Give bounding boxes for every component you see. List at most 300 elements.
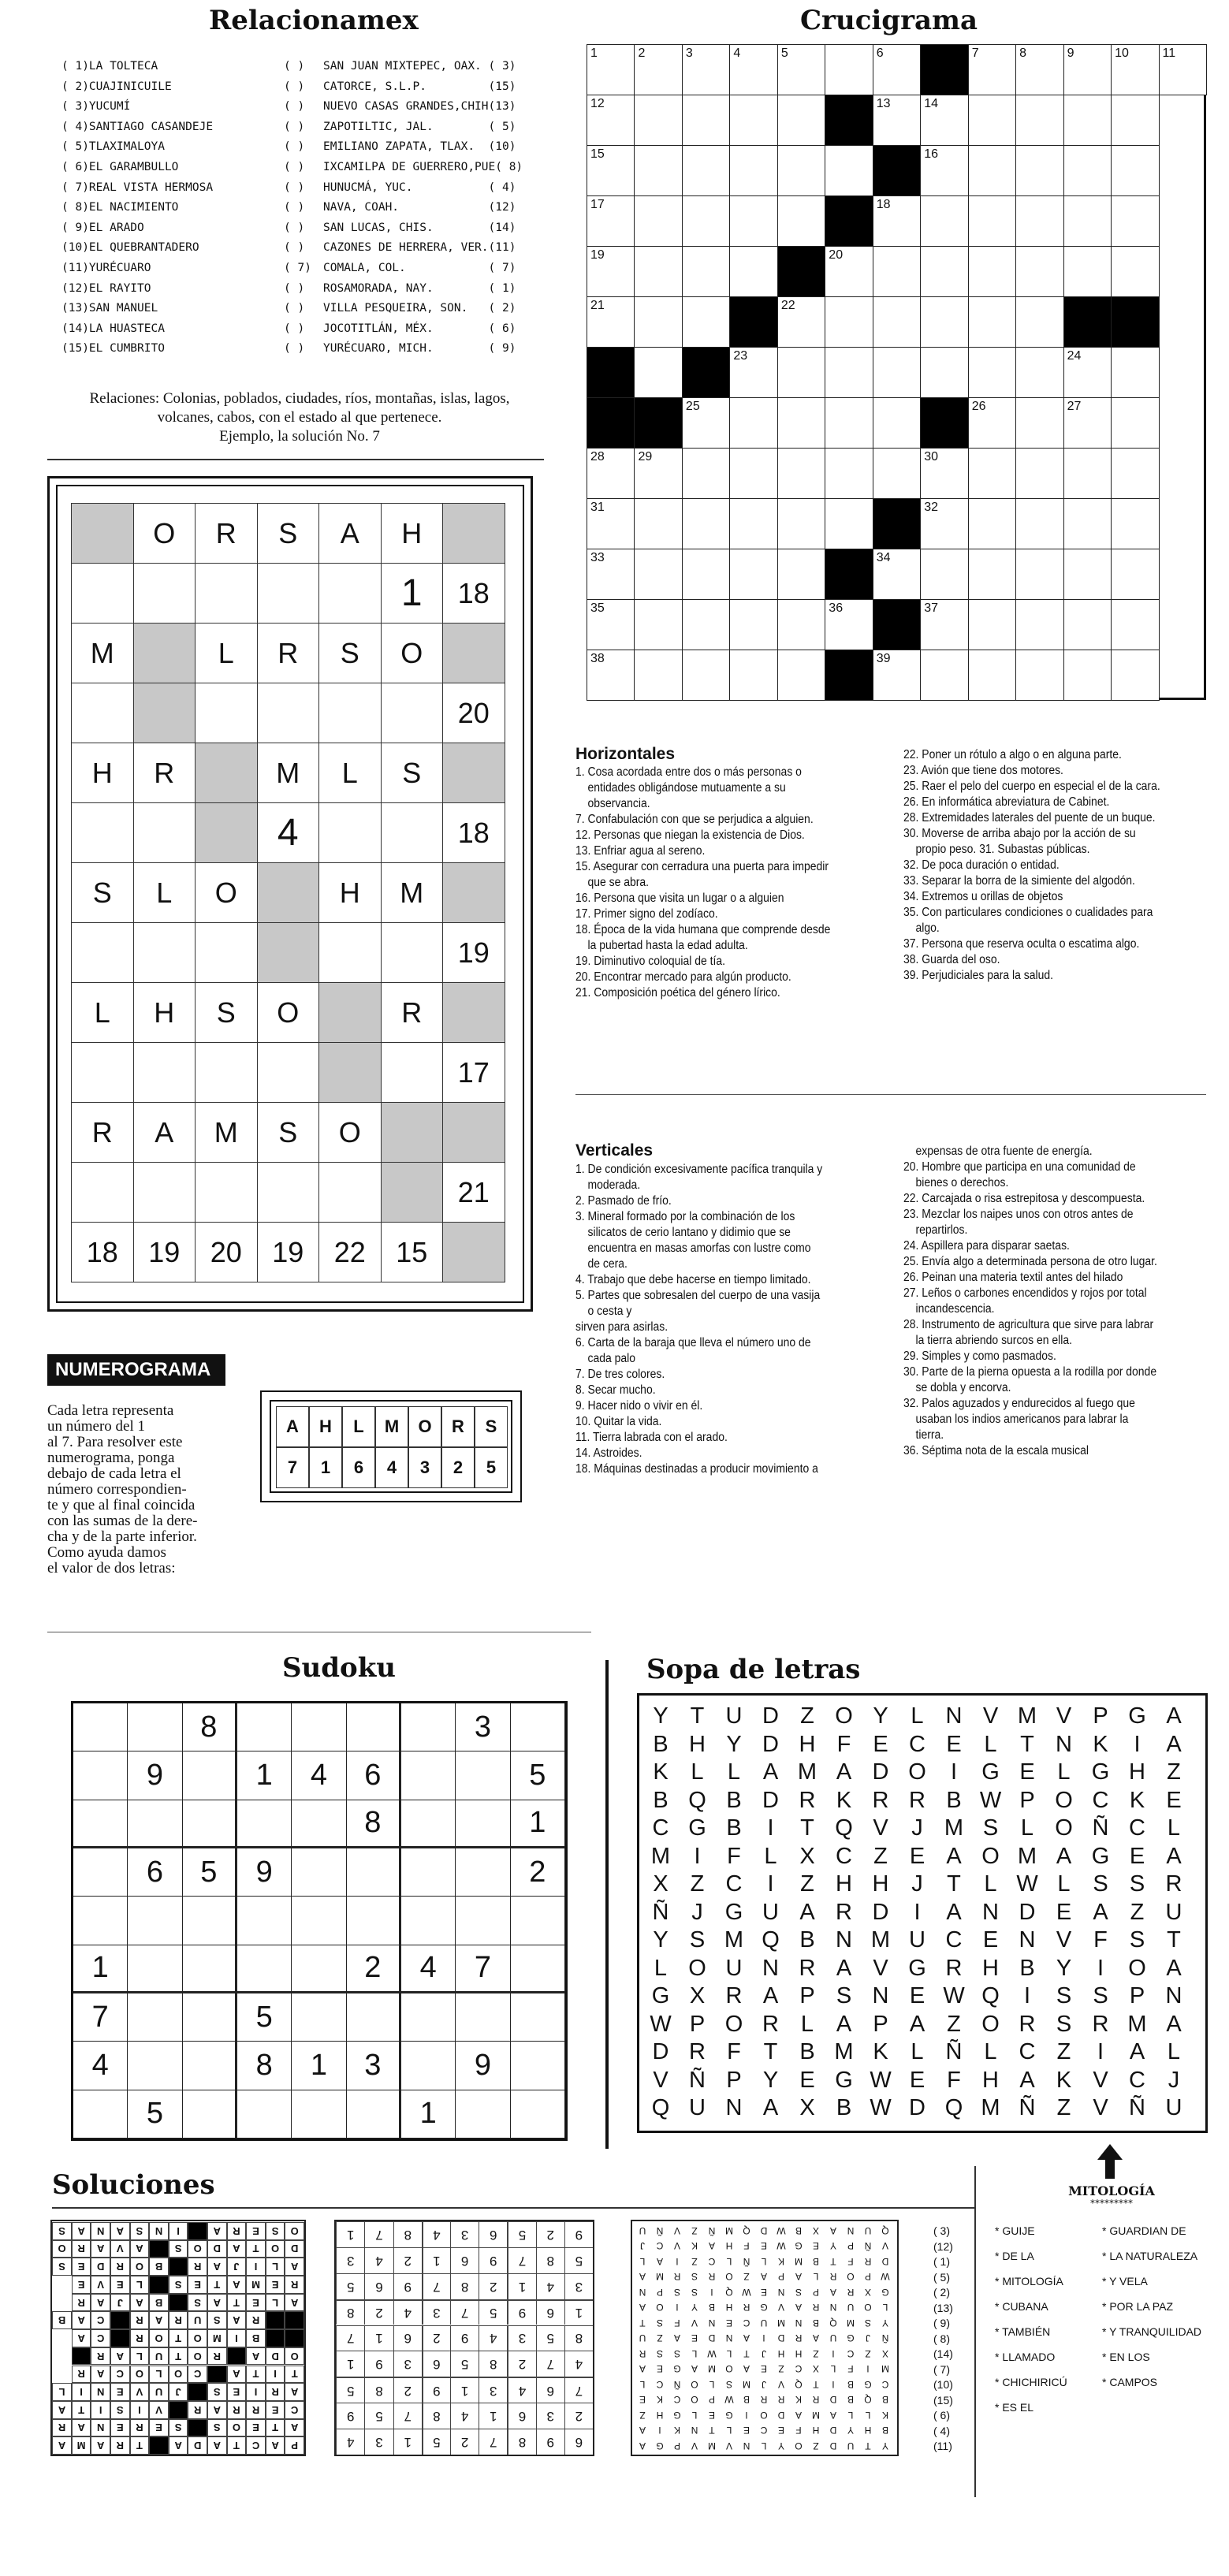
clue-number: 13 bbox=[876, 97, 891, 110]
solution-letter: H bbox=[864, 2425, 872, 2436]
letter: S bbox=[689, 1927, 706, 1952]
numerograma-cell: O bbox=[318, 1102, 382, 1163]
solution-letter: A bbox=[813, 2332, 820, 2344]
solution-letter: B bbox=[709, 2302, 716, 2314]
sudoku-cell bbox=[456, 1751, 510, 1800]
clue-line: 29. Simples y como pasmados. bbox=[903, 1349, 1056, 1363]
solution-letter: E bbox=[761, 2363, 768, 2375]
solution-letter: H bbox=[777, 2348, 785, 2359]
crossword-cell bbox=[634, 145, 682, 196]
sopa-frame bbox=[637, 1693, 1208, 2133]
solution-letter: Ñ bbox=[864, 2240, 872, 2252]
letter: Q bbox=[762, 1927, 780, 1952]
letter: H bbox=[872, 1871, 889, 1897]
solution-cell bbox=[227, 2347, 247, 2366]
solution-cell: 8 bbox=[507, 2429, 535, 2455]
letter: G bbox=[1091, 1843, 1110, 1869]
clue-number: 8 bbox=[1019, 47, 1027, 60]
letter: A bbox=[836, 1759, 852, 1785]
solution-letter: R bbox=[864, 2256, 872, 2267]
rel-right-item: ZAPOTILTIC, JAL. ( 5) bbox=[323, 120, 516, 133]
sudoku-cell: 9 bbox=[237, 1848, 292, 1897]
solution-cell: J bbox=[169, 2383, 188, 2401]
letter: Z bbox=[690, 1871, 705, 1897]
letter: F bbox=[947, 2067, 961, 2093]
rel-answer-slot: ( ) bbox=[284, 302, 305, 315]
letter: L bbox=[1020, 1815, 1034, 1841]
letter: B bbox=[726, 1787, 742, 1813]
solution-cell: E bbox=[110, 2419, 130, 2437]
letter: B bbox=[653, 1787, 669, 1813]
crossword-cell bbox=[729, 145, 777, 196]
solution-cell: U bbox=[188, 2311, 207, 2329]
rel-left-item: ( 8)EL NACIMIENTO bbox=[61, 201, 179, 214]
letter: G bbox=[1091, 1759, 1110, 1785]
numerograma-cell bbox=[71, 1162, 134, 1223]
solution-cell: A bbox=[227, 2311, 247, 2329]
numerograma-cell bbox=[71, 563, 134, 624]
clue-line: 12. Personas que niegan la existencia de Dios. bbox=[575, 828, 805, 842]
clue-number: 23 bbox=[733, 349, 748, 363]
letter: B bbox=[836, 2095, 852, 2120]
solution-letter: L bbox=[639, 2379, 646, 2390]
solution-letter: I bbox=[745, 2410, 748, 2421]
letter: A bbox=[762, 1759, 779, 1785]
solution-letter: L bbox=[726, 2425, 732, 2436]
rel-answer-slot: ( ) bbox=[284, 161, 305, 173]
crossword-cell bbox=[920, 498, 968, 549]
solution-cell: R bbox=[169, 2311, 188, 2329]
relacionamex-title: Relacionamex bbox=[209, 5, 419, 36]
myth-word: * CUBANA bbox=[995, 2300, 1048, 2313]
solution-letter: D bbox=[708, 2332, 716, 2344]
solution-letter: A bbox=[639, 2271, 646, 2283]
clue-number: 2 bbox=[638, 47, 646, 60]
solution-cell bbox=[110, 2311, 130, 2329]
letter: N bbox=[1056, 1731, 1072, 1757]
numerograma-cell bbox=[195, 1162, 258, 1223]
solution-letter: E bbox=[761, 2240, 768, 2252]
solution-cell: O bbox=[227, 2419, 247, 2437]
solution-cell bbox=[110, 2329, 130, 2347]
numerograma-cell: H bbox=[381, 503, 444, 564]
crossword-cell bbox=[634, 347, 682, 398]
clue-line: sirven para asirlas. bbox=[575, 1320, 669, 1334]
sudoku-cell bbox=[128, 1703, 182, 1751]
letter: X bbox=[689, 1983, 706, 2008]
solution-cell: A bbox=[285, 2383, 304, 2401]
letter: M bbox=[1017, 1843, 1037, 1869]
letter: W bbox=[870, 2067, 892, 2093]
letter: L bbox=[984, 1731, 997, 1757]
sudoku-cell bbox=[347, 1897, 401, 1945]
crossword-cell bbox=[777, 599, 825, 650]
clue-number: 36 bbox=[829, 601, 844, 615]
numerograma-cell: 15 bbox=[381, 1222, 444, 1282]
letter: Ñ bbox=[1019, 2095, 1036, 2120]
crossword-cell bbox=[1159, 44, 1207, 95]
sudoku-solution bbox=[334, 2220, 594, 2456]
numerograma-cell: 18 bbox=[442, 563, 505, 624]
solution-cell: 2 bbox=[422, 2325, 450, 2351]
key-letter: O bbox=[408, 1406, 441, 1447]
crossword-cell bbox=[1015, 44, 1063, 95]
clue-line: se dobla y encorva. bbox=[903, 1381, 1011, 1394]
clue-line: 24. Aspillera para disparar saetas. bbox=[903, 1239, 1070, 1253]
solution-cell: 5 bbox=[450, 2351, 479, 2377]
letter: N bbox=[945, 1703, 963, 1729]
solution-cell: 4 bbox=[364, 2247, 393, 2273]
verticales-list-b bbox=[903, 1144, 1216, 1459]
sudoku-cell bbox=[401, 1703, 456, 1751]
solution-letter: C bbox=[760, 2425, 768, 2436]
instruction-line: al 7. Para resolver este bbox=[47, 1434, 183, 1450]
solution-letter: M bbox=[777, 2317, 785, 2328]
sudoku-cell bbox=[183, 1751, 237, 1800]
numerograma-cell bbox=[71, 683, 134, 743]
solution-letter: W bbox=[724, 2394, 734, 2406]
letter: T bbox=[947, 1871, 961, 1897]
solution-letter: Y bbox=[691, 2302, 698, 2314]
solution-letter: O bbox=[725, 2271, 733, 2283]
letter: X bbox=[799, 1843, 815, 1869]
sudoku-cell bbox=[292, 1993, 346, 2042]
solution-cell: 8 bbox=[422, 2403, 450, 2429]
crossword-cell bbox=[587, 44, 635, 95]
solution-cell: 8 bbox=[336, 2299, 364, 2325]
letter: B bbox=[799, 2039, 815, 2064]
letter: A bbox=[1093, 1899, 1108, 1925]
letter: O bbox=[1128, 1955, 1146, 1981]
numerograma-cell bbox=[381, 1042, 444, 1103]
solution-cell: L bbox=[266, 2294, 285, 2312]
crossword-cell bbox=[920, 296, 968, 348]
letter: S bbox=[982, 1815, 999, 1841]
crossword-cell bbox=[1111, 246, 1159, 297]
solution-cell bbox=[149, 2276, 169, 2294]
rel-answer: (10) bbox=[933, 2378, 953, 2391]
solution-letter: M bbox=[656, 2271, 664, 2283]
letter: Z bbox=[1167, 1759, 1181, 1785]
rel-left-item: (12)EL RAYITO bbox=[61, 281, 151, 295]
letter: T bbox=[690, 1703, 705, 1729]
solution-letter: B bbox=[847, 2379, 855, 2390]
letter: I bbox=[767, 1871, 774, 1897]
solution-letter: I bbox=[658, 2425, 661, 2436]
myth-word: * CAMPOS bbox=[1102, 2376, 1158, 2388]
crossword-cell bbox=[1063, 498, 1112, 549]
sudoku-cell: 4 bbox=[292, 1751, 346, 1800]
numerograma-instructions bbox=[47, 1403, 243, 1576]
sudoku-cell bbox=[237, 1897, 292, 1945]
solution-cell: S bbox=[207, 2383, 227, 2401]
note-line-2: volcanes, cabos, con el estado al que pertenece. bbox=[157, 409, 442, 426]
solution-cell: A bbox=[207, 2436, 227, 2455]
letter: H bbox=[1129, 1759, 1145, 1785]
solution-letter: V bbox=[691, 2440, 698, 2451]
crossword-cell bbox=[682, 246, 730, 297]
crossword-cell bbox=[777, 195, 825, 247]
solution-letter: G bbox=[795, 2240, 803, 2252]
key-value: 4 bbox=[375, 1447, 408, 1488]
crossword-cell bbox=[1015, 397, 1063, 449]
crossword-cell bbox=[968, 347, 1016, 398]
crossword-cell bbox=[729, 397, 777, 449]
solution-cell bbox=[149, 2436, 169, 2455]
solution-cell: 6 bbox=[564, 2429, 593, 2455]
solution-cell: A bbox=[72, 2329, 91, 2347]
solution-cell: T bbox=[72, 2401, 91, 2419]
clue-line: 30. Parte de la pierna opuesta a la rodilla por donde bbox=[903, 1365, 1157, 1379]
letter: H bbox=[689, 1731, 706, 1757]
crossword-cell bbox=[968, 397, 1016, 449]
solution-letter: N bbox=[795, 2317, 803, 2328]
solution-cell: T bbox=[285, 2366, 304, 2384]
solution-letter: O bbox=[847, 2271, 855, 2283]
sudoku-cell: 5 bbox=[183, 1848, 237, 1897]
solution-letter: A bbox=[657, 2256, 664, 2267]
solution-cell: S bbox=[169, 2419, 188, 2437]
rel-right-item: ROSAMORADA, NAY. ( 1) bbox=[323, 281, 516, 295]
solution-cell: S bbox=[130, 2222, 150, 2240]
rel-answer-slot: ( ) bbox=[284, 201, 305, 214]
crossword-cell bbox=[777, 498, 825, 549]
solution-letter: A bbox=[830, 2287, 837, 2298]
crossword-cell bbox=[682, 44, 730, 95]
letter: N bbox=[872, 1983, 889, 2008]
solution-letter: I bbox=[676, 2302, 679, 2314]
clue-line: silicatos de cerio lantano y didimio que se bbox=[575, 1226, 791, 1239]
letter: O bbox=[724, 2011, 743, 2037]
solution-cell: 7 bbox=[564, 2377, 593, 2403]
letter: R bbox=[799, 1955, 816, 1981]
rel-answer-slot: ( ) bbox=[284, 241, 305, 255]
solution-letter: F bbox=[847, 2363, 854, 2375]
crossword-cell bbox=[777, 549, 825, 600]
crossword-cell bbox=[682, 498, 730, 549]
myth-word: * EN LOS bbox=[1102, 2351, 1150, 2363]
solution-cell: C bbox=[110, 2366, 130, 2384]
numerograma-cell: R bbox=[257, 623, 320, 683]
solution-letter: S bbox=[674, 2287, 681, 2298]
crossword-cell bbox=[682, 599, 730, 650]
crossword-cell bbox=[920, 448, 968, 499]
letter: N bbox=[836, 1927, 852, 1952]
solution-letter: F bbox=[674, 2317, 680, 2328]
rel-row bbox=[61, 221, 582, 242]
crossword-cell bbox=[587, 246, 635, 297]
letter: C bbox=[1092, 1787, 1109, 1813]
numerograma-cell bbox=[442, 503, 505, 564]
solution-cell: B bbox=[149, 2294, 169, 2312]
solution-cell: A bbox=[285, 2258, 304, 2276]
letter: H bbox=[799, 1731, 816, 1757]
solution-letter: S bbox=[657, 2317, 664, 2328]
solution-cell bbox=[169, 2294, 188, 2312]
crossword-cell bbox=[682, 448, 730, 499]
sudoku-cell bbox=[456, 2090, 510, 2139]
solution-letter: W bbox=[742, 2287, 751, 2298]
solution-cell: 3 bbox=[364, 2429, 393, 2455]
rel-answer: (12) bbox=[933, 2239, 953, 2253]
myth-word: * LA NATURALEZA bbox=[1102, 2250, 1198, 2262]
solution-cell: 9 bbox=[564, 2221, 593, 2247]
clue-number: 9 bbox=[1067, 47, 1074, 60]
rel-row bbox=[61, 161, 582, 181]
solution-letter: N bbox=[743, 2440, 750, 2451]
letter: W bbox=[870, 2095, 892, 2120]
letter: I bbox=[694, 1843, 701, 1869]
rel-right-item: SAN LUCAS, CHIS. (14) bbox=[323, 221, 516, 234]
sudoku-cell bbox=[128, 2042, 182, 2090]
clue-number: 26 bbox=[971, 400, 986, 413]
crossword-solution bbox=[50, 2220, 306, 2456]
crossword-cell bbox=[1015, 599, 1063, 650]
letter: Y bbox=[653, 1703, 669, 1729]
solution-cell: O bbox=[285, 2222, 304, 2240]
solution-letter: N bbox=[708, 2317, 716, 2328]
letter: H bbox=[982, 1955, 999, 1981]
solution-letter: I bbox=[832, 2379, 835, 2390]
clue-line: 7. Confabulación con que se perjudica a alguien. bbox=[575, 813, 814, 826]
clue-line: 21. Composición poética del género lírico. bbox=[575, 986, 780, 1000]
sopa-title: Sopa de letras bbox=[646, 1654, 861, 1685]
solution-cell: D bbox=[266, 2347, 285, 2366]
solution-letter: Z bbox=[743, 2271, 750, 2283]
crossword-cell bbox=[968, 599, 1016, 650]
clue-line: 1. Cosa acordada entre dos o más personas o bbox=[575, 765, 802, 779]
rel-answer-slot: ( ) bbox=[284, 221, 305, 234]
numerograma-cell: S bbox=[257, 503, 320, 564]
letter: P bbox=[1019, 1787, 1035, 1813]
rel-answer: (14) bbox=[933, 2347, 953, 2360]
myth-word: * MITOLOGÍA bbox=[995, 2275, 1063, 2288]
solution-letter: T bbox=[830, 2256, 836, 2267]
solution-cell: A bbox=[91, 2436, 110, 2455]
solution-cell: E bbox=[110, 2383, 130, 2401]
solution-letter: J bbox=[762, 2379, 766, 2390]
sudoku-cell: 8 bbox=[347, 1800, 401, 1848]
rel-right-item: NAVA, COAH. (12) bbox=[323, 201, 516, 214]
solution-cell: R bbox=[110, 2436, 130, 2455]
solution-letter: N bbox=[725, 2332, 733, 2344]
letter: X bbox=[799, 2095, 815, 2120]
numerograma-cell: A bbox=[133, 1102, 196, 1163]
numerograma-cell bbox=[195, 743, 258, 803]
sudoku-cell bbox=[401, 2042, 456, 2090]
letter: R bbox=[909, 1787, 925, 1813]
numerograma-cell: S bbox=[318, 623, 382, 683]
sudoku-cell bbox=[237, 1800, 292, 1848]
letter: T bbox=[1020, 1731, 1034, 1757]
rel-right-item: SAN JUAN MIXTEPEC, OAX. ( 3) bbox=[323, 60, 516, 73]
solution-letter: A bbox=[691, 2363, 698, 2375]
letter: Q bbox=[944, 2095, 963, 2120]
solution-letter: L bbox=[813, 2271, 819, 2283]
solution-letter: Z bbox=[691, 2225, 698, 2236]
solution-letter: S bbox=[657, 2348, 664, 2359]
solution-letter: R bbox=[812, 2394, 820, 2406]
rel-right-item: JOCOTITLÁN, MÉX. ( 6) bbox=[323, 322, 516, 335]
crossword-cell bbox=[729, 347, 777, 398]
rel-answer-slot: ( ) bbox=[284, 281, 305, 295]
letter: F bbox=[1093, 1927, 1108, 1952]
solution-letter: L bbox=[726, 2348, 732, 2359]
solution-cell: S bbox=[52, 2222, 72, 2240]
solution-cell: 2 bbox=[393, 2247, 422, 2273]
solution-cell: R bbox=[285, 2276, 304, 2294]
solution-cell: T bbox=[246, 2240, 266, 2258]
solution-letter: B bbox=[847, 2394, 855, 2406]
key-value: 1 bbox=[309, 1447, 342, 1488]
solution-letter: E bbox=[639, 2394, 646, 2406]
sudoku-cell bbox=[292, 2090, 346, 2139]
letter: A bbox=[1166, 1703, 1182, 1729]
solution-cell: S bbox=[169, 2240, 188, 2258]
crossword-cell bbox=[873, 296, 921, 348]
letter: S bbox=[1129, 1871, 1145, 1897]
crossword-cell bbox=[873, 650, 921, 701]
solution-cell: I bbox=[91, 2401, 110, 2419]
clue-number: 6 bbox=[876, 47, 884, 60]
rel-answer: ( 5) bbox=[933, 2270, 950, 2284]
crossword-cell bbox=[825, 95, 873, 146]
clue-number: 20 bbox=[829, 248, 844, 262]
numerograma-cell: 21 bbox=[442, 1162, 505, 1223]
rel-row bbox=[61, 342, 582, 363]
numerograma-cell: H bbox=[71, 743, 134, 803]
crossword-cell bbox=[968, 448, 1016, 499]
solution-letter: U bbox=[639, 2332, 646, 2344]
solution-cell: I bbox=[227, 2329, 247, 2347]
crossword-cell bbox=[729, 246, 777, 297]
letter: A bbox=[946, 1899, 962, 1925]
letter: E bbox=[909, 1983, 925, 2008]
solution-cell: 1 bbox=[479, 2403, 507, 2429]
solution-cell: 7 bbox=[393, 2403, 422, 2429]
key-letter: R bbox=[441, 1406, 475, 1447]
letter: Z bbox=[1056, 2039, 1071, 2064]
solution-letter: G bbox=[656, 2440, 664, 2451]
crossword-cell bbox=[1015, 448, 1063, 499]
solution-letter: Z bbox=[657, 2332, 663, 2344]
solution-cell: O bbox=[52, 2240, 72, 2258]
clue-line: 16. Persona que visita un lugar o a alguien bbox=[575, 892, 784, 905]
solution-cell: 7 bbox=[450, 2299, 479, 2325]
solution-letter: O bbox=[760, 2410, 768, 2421]
sudoku-cell: 7 bbox=[73, 1993, 128, 2042]
sudoku-cell: 1 bbox=[401, 2090, 456, 2139]
solution-cell: I bbox=[72, 2383, 91, 2401]
numerograma-cell: R bbox=[381, 982, 444, 1043]
crossword-cell bbox=[777, 448, 825, 499]
letter: D bbox=[762, 1731, 779, 1757]
letter: L bbox=[984, 1871, 997, 1897]
rel-left-item: ( 2)CUAJINICUILE bbox=[61, 80, 172, 93]
clue-number: 21 bbox=[590, 299, 605, 312]
solution-cell: 5 bbox=[336, 2273, 364, 2299]
solution-letter: K bbox=[778, 2256, 785, 2267]
letter: L bbox=[800, 2011, 814, 2037]
numerograma-cell bbox=[318, 982, 382, 1043]
clue-number: 34 bbox=[876, 551, 891, 564]
solution-cell: R bbox=[110, 2258, 130, 2276]
solution-cell: A bbox=[207, 2294, 227, 2312]
clue-line: 9. Hacer nido o vivir en él. bbox=[575, 1399, 703, 1413]
solution-letter: R bbox=[673, 2271, 681, 2283]
solution-letter: S bbox=[726, 2379, 733, 2390]
key-value: 6 bbox=[342, 1447, 375, 1488]
